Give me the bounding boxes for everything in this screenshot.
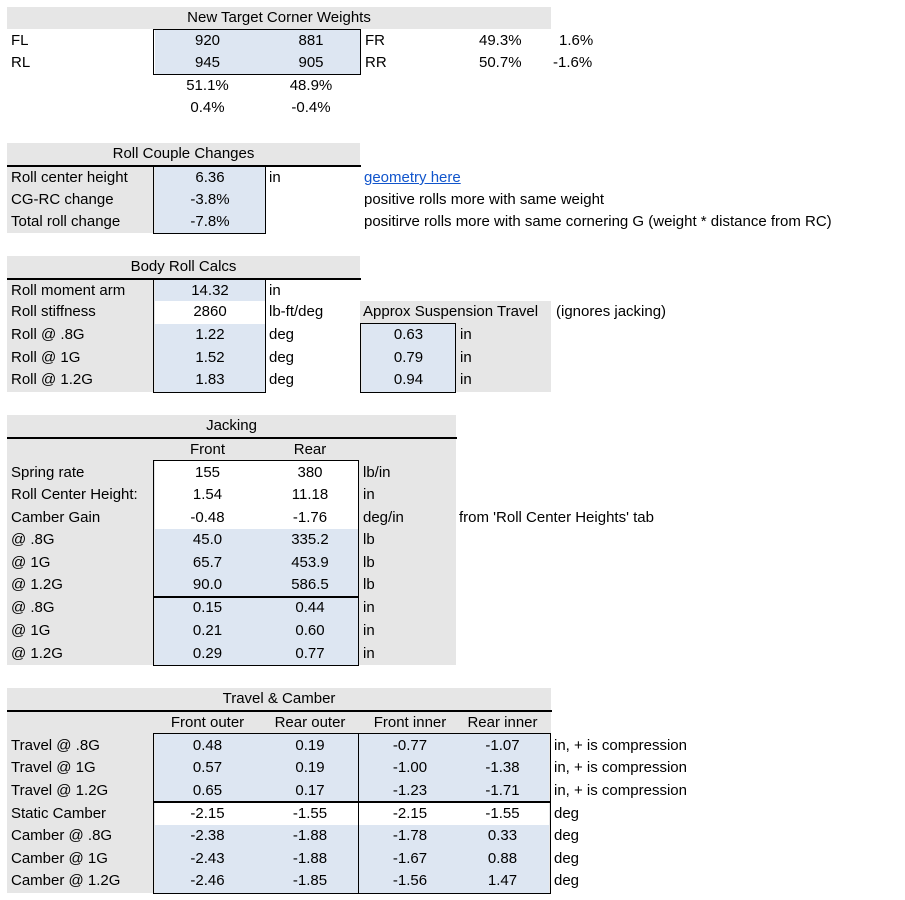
rc-height-label: Roll center height: [11, 169, 128, 186]
rc-height-front[interactable]: 1.54: [192, 486, 223, 503]
rl-label: RL: [11, 54, 31, 71]
spring-rate-label: Spring rate: [11, 464, 85, 481]
col-front-inner: Front inner: [373, 714, 447, 731]
travel-12g-unit: in: [460, 371, 472, 388]
tc-cell[interactable]: -1.56: [392, 872, 428, 889]
rr-weight[interactable]: 905: [298, 54, 324, 71]
total-roll-change-note: positirve rolls more with same cornering G (weight * distance from RC): [364, 213, 832, 230]
tc-cell[interactable]: 0.19: [295, 737, 325, 754]
tc-row-unit: deg: [554, 805, 580, 822]
travel-camber-title: Travel & Camber: [222, 690, 336, 707]
tc-cell[interactable]: -1.55: [292, 805, 328, 822]
tc-row-label: Travel @ .8G: [11, 737, 100, 754]
jack-force-12g-unit: lb: [363, 576, 375, 593]
tc-row-unit: deg: [554, 827, 580, 844]
rr-percent: 50.7%: [479, 54, 522, 71]
tc-cell[interactable]: -2.15: [190, 805, 225, 822]
jack-force-08g-front[interactable]: 45.0: [192, 531, 223, 548]
tc-cell[interactable]: -1.00: [392, 759, 428, 776]
tc-row-label: Travel @ 1G: [11, 759, 96, 776]
tc-row-label: Static Camber: [11, 805, 107, 822]
jack-force-08g-label: @ .8G: [11, 531, 55, 548]
tc-row-unit: deg: [554, 850, 580, 867]
travel-1g-value[interactable]: 0.79: [393, 349, 424, 366]
fl-label: FL: [11, 32, 29, 49]
tc-cell[interactable]: -2.38: [190, 827, 225, 844]
jack-dist-1g-label: @ 1G: [11, 622, 51, 639]
camber-gain-front[interactable]: -0.48: [190, 509, 225, 526]
rc-height-unit: in: [269, 169, 281, 186]
jacking-note: from 'Roll Center Heights' tab: [459, 509, 654, 526]
travel-08g-unit: in: [460, 326, 472, 343]
roll-stiffness-unit: lb-ft/deg: [269, 303, 324, 320]
body-roll-title: Body Roll Calcs: [130, 258, 237, 275]
travel-12g-value[interactable]: 0.94: [393, 371, 424, 388]
rc-height-row-unit: in: [363, 486, 375, 503]
jacking-col-front: Front: [189, 441, 225, 458]
suspension-travel-note: (ignores jacking): [556, 303, 667, 320]
tc-cell[interactable]: -1.88: [292, 850, 328, 867]
travel-1g-unit: in: [460, 349, 472, 366]
tc-cell[interactable]: -1.78: [392, 827, 428, 844]
col-rear-inner: Rear inner: [467, 714, 538, 731]
jacking-col-rear: Rear: [293, 441, 327, 458]
tc-row-label: Camber @ .8G: [11, 827, 113, 844]
jack-force-12g-rear[interactable]: 586.5: [291, 576, 329, 593]
spring-rate-rear[interactable]: 380: [297, 464, 323, 481]
tc-cell[interactable]: -1.85: [292, 872, 328, 889]
tc-row-label: Camber @ 1.2G: [11, 872, 121, 889]
fl-weight[interactable]: 920: [194, 32, 221, 49]
roll-1g-value[interactable]: 1.52: [195, 349, 225, 366]
tc-row-label: Travel @ 1.2G: [11, 782, 109, 799]
tc-row-label: Camber @ 1G: [11, 850, 108, 867]
left-delta: 0.4%: [190, 99, 225, 116]
jack-force-1g-label: @ 1G: [11, 554, 51, 571]
tc-cell[interactable]: -1.88: [292, 827, 328, 844]
jack-force-1g-rear[interactable]: 453.9: [291, 554, 329, 571]
spring-rate-front[interactable]: 155: [194, 464, 221, 481]
right-delta: -0.4%: [291, 99, 331, 116]
jack-force-12g-label: @ 1.2G: [11, 576, 63, 593]
tc-cell[interactable]: 1.47: [487, 872, 518, 889]
tc-cell[interactable]: 0.17: [295, 782, 325, 799]
right-percent: 48.9%: [289, 77, 333, 94]
roll-08g-label: Roll @ .8G: [11, 326, 85, 343]
camber-gain-label: Camber Gain: [11, 509, 101, 526]
tc-cell[interactable]: 0.65: [192, 782, 223, 799]
tc-row-unit: in, + is compression: [554, 782, 687, 799]
rr-delta: -1.6%: [553, 54, 593, 71]
left-percent: 51.1%: [186, 77, 229, 94]
jack-force-1g-unit: lb: [363, 554, 375, 571]
rc-height-row-label: Roll Center Height:: [11, 486, 138, 503]
jack-dist-12g-label: @ 1.2G: [11, 645, 63, 662]
fr-label: FR: [365, 32, 385, 49]
col-rear-outer: Rear outer: [274, 714, 346, 731]
roll-12g-label: Roll @ 1.2G: [11, 371, 93, 388]
tc-cell[interactable]: 0.57: [192, 759, 223, 776]
jack-dist-1g-front[interactable]: 0.21: [192, 622, 223, 639]
tc-cell[interactable]: 0.33: [487, 827, 518, 844]
tc-cell[interactable]: 0.48: [192, 737, 223, 754]
tc-cell[interactable]: -1.71: [485, 782, 520, 799]
jack-dist-08g-label: @ .8G: [11, 599, 55, 616]
tc-row-unit: in, + is compression: [554, 759, 687, 776]
fr-weight[interactable]: 881: [298, 32, 324, 49]
roll-moment-arm-unit: in: [269, 282, 281, 299]
geometry-link[interactable]: geometry here: [364, 169, 461, 186]
rl-weight[interactable]: 945: [194, 54, 221, 71]
tc-cell[interactable]: -1.55: [485, 805, 520, 822]
cg-rc-change-label: CG-RC change: [11, 191, 114, 208]
tc-cell[interactable]: 0.88: [487, 850, 518, 867]
total-roll-change-value[interactable]: -7.8%: [190, 213, 230, 230]
col-front-outer: Front outer: [170, 714, 245, 731]
travel-08g-value[interactable]: 0.63: [393, 326, 424, 343]
fr-delta: 1.6%: [559, 32, 594, 49]
roll-12g-unit: deg: [269, 371, 295, 388]
corner-weights-title: New Target Corner Weights: [187, 9, 371, 26]
total-roll-change-label: Total roll change: [11, 213, 121, 230]
jack-dist-12g-rear[interactable]: 0.77: [295, 645, 325, 662]
tc-row-unit: in, + is compression: [554, 737, 687, 754]
camber-gain-unit: deg/in: [363, 509, 404, 526]
fr-percent: 49.3%: [479, 32, 522, 49]
jack-force-08g-rear[interactable]: 335.2: [291, 531, 329, 548]
roll-moment-arm-value[interactable]: 14.32: [191, 282, 229, 299]
jack-dist-08g-front[interactable]: 0.15: [192, 599, 223, 616]
tc-cell[interactable]: -1.23: [392, 782, 428, 799]
suspension-travel-title: Approx Suspension Travel: [363, 303, 539, 320]
jack-dist-12g-unit: in: [363, 645, 375, 662]
tc-cell[interactable]: 0.19: [295, 759, 325, 776]
jack-force-08g-unit: lb: [363, 531, 375, 548]
roll-08g-unit: deg: [269, 326, 295, 343]
tc-cell[interactable]: -2.43: [190, 850, 225, 867]
jack-dist-1g-rear[interactable]: 0.60: [295, 622, 325, 639]
tc-cell[interactable]: -2.15: [392, 805, 428, 822]
tc-cell[interactable]: -1.67: [392, 850, 428, 867]
camber-gain-rear[interactable]: -1.76: [292, 509, 328, 526]
jack-force-12g-front[interactable]: 90.0: [192, 576, 223, 593]
roll-stiffness-label: Roll stiffness: [11, 303, 96, 320]
roll-1g-unit: deg: [269, 349, 295, 366]
rc-height-rear[interactable]: 11.18: [291, 486, 329, 503]
cg-rc-change-note: positive rolls more with same weight: [364, 191, 605, 208]
tc-row-unit: deg: [554, 872, 580, 889]
roll-stiffness-value[interactable]: 2860: [193, 303, 227, 320]
rr-label: RR: [365, 54, 387, 71]
tc-cell[interactable]: -0.77: [392, 737, 428, 754]
jack-dist-08g-rear[interactable]: 0.44: [295, 599, 325, 616]
spring-rate-unit: lb/in: [363, 464, 391, 481]
cg-rc-change-value[interactable]: -3.8%: [190, 191, 230, 208]
jack-dist-1g-unit: in: [363, 622, 375, 639]
tc-cell[interactable]: -1.38: [485, 759, 520, 776]
rc-height-value[interactable]: 6.36: [195, 169, 225, 186]
roll-moment-arm-label: Roll moment arm: [11, 282, 126, 299]
jack-force-1g-front[interactable]: 65.7: [192, 554, 223, 571]
roll-couple-title: Roll Couple Changes: [112, 145, 255, 162]
jack-dist-12g-front[interactable]: 0.29: [192, 645, 223, 662]
jacking-title: Jacking: [206, 417, 257, 434]
jack-dist-08g-unit: in: [363, 599, 375, 616]
roll-12g-value[interactable]: 1.83: [195, 371, 225, 388]
tc-cell[interactable]: -2.46: [190, 872, 225, 889]
roll-1g-label: Roll @ 1G: [11, 349, 81, 366]
tc-cell[interactable]: -1.07: [485, 737, 520, 754]
roll-08g-value[interactable]: 1.22: [195, 326, 225, 343]
